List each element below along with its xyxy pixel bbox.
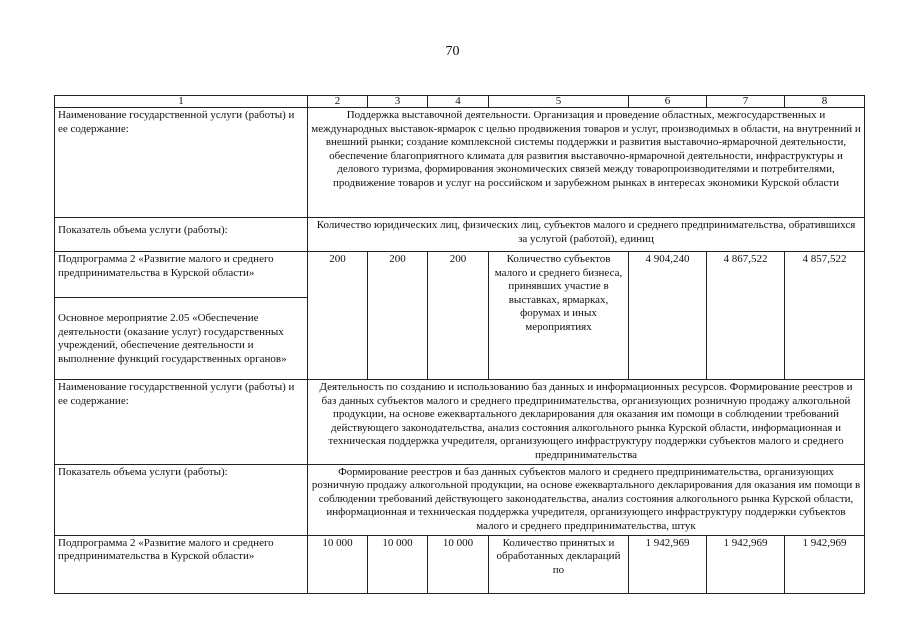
value-col8: 4 857,522 [785, 252, 865, 380]
value-col6: 1 942,969 [629, 535, 707, 593]
column-number: 8 [785, 96, 865, 108]
column-number: 5 [489, 96, 629, 108]
column-number: 4 [428, 96, 489, 108]
indicator-label: Показатель объема услуги (работы): [55, 218, 308, 252]
column-number: 1 [55, 96, 308, 108]
service-content: Деятельность по созданию и использованию баз данных и информационных ресурсов. Формирование реестров и баз данных субъектов малого и среднего предпринимательства, организующих розничную продажу алкогольной продукции, на основе ежеквартального декларирования для оказания им помощи в соблюдении требований действующего законодательства, анализ состояния алкогольного рынка Курской области, информационная и техническая поддержка учредителя, организующего инфраструктуру поддержки субъектов малого и среднего предпринимательства [308, 380, 865, 465]
service-row [55, 380, 865, 465]
service-content: Поддержка выставочной деятельности. Организация и проведение областных, межгосударственных и международных выставок-ярмарок с целью продвижения товаров и услуг, производимых в области, на внутренний и внешний рынки; создание комплексной системы поддержки и развития выставочно-ярмарочной деятельности, обеспечение благоприятного климата для развития выставочно-ярмарочной деятельности, инфраструктуры и делового туризма, формирования экономических связей между товаропроизводителями и потребителями, продвижение товаров и услуг на российском и зарубежном рынках в интересах экономики Курской области [308, 108, 865, 218]
value-col4: 10 000 [428, 535, 489, 593]
value-col4: 200 [428, 252, 489, 380]
value-col7: 1 942,969 [707, 535, 785, 593]
main-activity-label: Основное мероприятие 2.05 «Обеспечение деятельности (оказание услуг) государственных учреждений, обеспечение деятельности и выполнение функций государственных органов» [58, 312, 287, 365]
indicator-row [55, 218, 865, 252]
indicator-name: Количество принятых и обработанных деклараций по [489, 535, 629, 593]
service-label: Наименование государственной услуги (работы) и ее содержание: [55, 380, 308, 465]
program-label: Подпрограмма 2 «Развитие малого и среднего предпринимательства в Курской области» [55, 535, 308, 593]
service-row [55, 108, 865, 218]
indicator-name: Количество субъектов малого и среднего бизнеса, принявших участие в выставках, ярмарках, форумах и иных мероприятиях [489, 252, 629, 380]
program-cell [55, 252, 308, 380]
value-col7: 4 867,522 [707, 252, 785, 380]
service-label: Наименование государственной услуги (работы) и ее содержание: [55, 108, 308, 218]
value-col2: 200 [308, 252, 368, 380]
column-number: 7 [707, 96, 785, 108]
program-row [55, 535, 865, 593]
program-row [55, 252, 865, 380]
program-label: Подпрограмма 2 «Развитие малого и среднего предпринимательства в Курской области» [55, 252, 307, 298]
column-number: 3 [368, 96, 428, 108]
indicator-row [55, 464, 865, 535]
value-col3: 200 [368, 252, 428, 380]
value-col8: 1 942,969 [785, 535, 865, 593]
indicator-label: Показатель объема услуги (работы): [55, 464, 308, 535]
indicator-content: Количество юридических лиц, физических лиц, субъектов малого и среднего предпринимательства, обратившихся за услугой (работой), единиц [308, 218, 865, 252]
page-number: 70 [445, 44, 460, 59]
value-col3: 10 000 [368, 535, 428, 593]
state-services-table [54, 95, 865, 594]
indicator-content: Формирование реестров и баз данных субъектов малого и среднего предпринимательства, организующих розничную продажу алкогольной продукции, на основе ежеквартального декларирования для оказания им помощи в соблюдении требований действующего законодательства, анализ состояния алкогольного рынка Курской области, информационная и техническая поддержка учредителя, организующего инфраструктуру поддержки субъектов малого и среднего предпринимательства, штук [308, 464, 865, 535]
column-number: 6 [629, 96, 707, 108]
value-col6: 4 904,240 [629, 252, 707, 380]
column-number: 2 [308, 96, 368, 108]
value-col2: 10 000 [308, 535, 368, 593]
column-number-row [55, 96, 865, 108]
